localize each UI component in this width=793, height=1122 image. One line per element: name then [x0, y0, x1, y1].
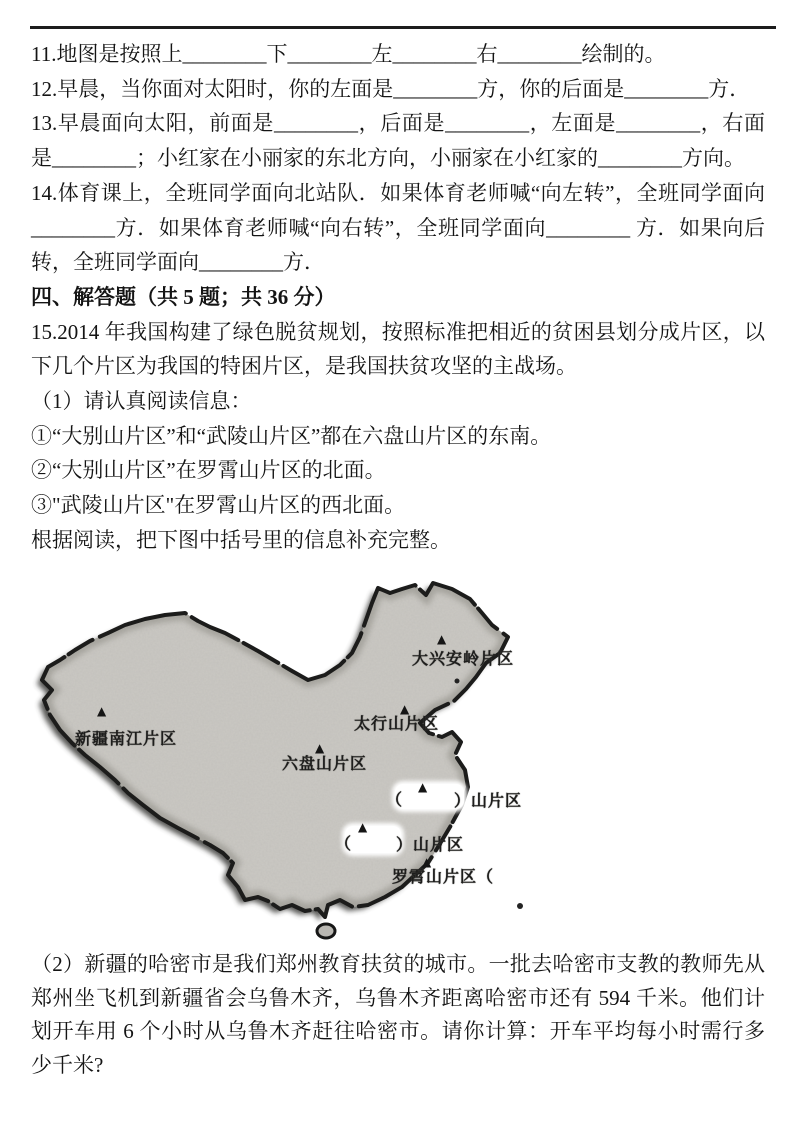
triangle-marker-icon: ▲ — [315, 741, 325, 755]
question-15-intro: 15.2014 年我国构建了绿色脱贫规划，按照标准把相近的贫困县划分成片区，以下几个片区为我国的特困片区，是我国扶贫攻坚的主战场。 — [31, 319, 765, 379]
triangle-marker-icon: ▲ — [418, 780, 428, 794]
question-block — [31, 37, 765, 558]
clue-3: ③"武陵山片区"在罗霄山片区的西北面。 — [31, 493, 406, 518]
section-4-heading: 四、解答题（共 5 题；共 36 分） — [31, 284, 336, 309]
triangle-marker-icon: ▲ — [358, 820, 368, 834]
map-label-luoxiao: 罗霄山片区（ — [392, 869, 495, 886]
scan-dot — [455, 679, 460, 684]
triangle-marker-icon: ▲ — [400, 702, 410, 716]
triangle-marker-icon: ▲ — [437, 632, 447, 646]
question-12: 12.早晨，当你面对太阳时，你的左面是________方，你的后面是________方． — [31, 76, 751, 101]
map-label-liupan: 六盘山片区 — [282, 756, 368, 773]
map-label-blank2-rest: ）山片区 — [396, 837, 465, 854]
triangle-marker-icon: ▲ — [422, 855, 432, 869]
map-label-blank2-open-paren: （ — [335, 836, 353, 853]
clue-1: ①“大别山片区”和“武陵山片区”都在六盘山片区的东南。 — [31, 423, 552, 448]
erased-name-patch-2 — [345, 826, 401, 853]
clue-2: ②“大别山片区”在罗霄山片区的北面。 — [31, 458, 386, 483]
question-15-part2 — [31, 948, 765, 1082]
page-top-rule — [30, 26, 776, 29]
map-instruction: 根据阅读，把下图中括号里的信息补充完整。 — [31, 527, 451, 552]
question-15-part1-label: （1）请认真阅读信息： — [31, 389, 252, 414]
scan-dot — [517, 903, 523, 909]
question-14: 14.体育课上，全班同学面向北站队．如果体育老师喊“向左转”，全班同学面向________方．如果体育老师喊“向右转”，全班同学面向________ 方．如果向后转，全班同学面向________方． — [31, 180, 765, 275]
triangle-marker-icon: ▲ — [97, 704, 107, 718]
map-label-xinjiang: 新疆南江片区 — [75, 731, 178, 748]
map-label-blank1-rest: ）山片区 — [454, 793, 523, 810]
china-map-figure — [30, 575, 575, 947]
map-label-taihang: 太行山片区 — [354, 716, 440, 733]
map-label-daxinganling: 大兴安岭片区 — [412, 651, 515, 668]
question-15-part2-text: （2）新疆的哈密市是我们郑州教育扶贫的城市。一批去哈密市支教的教师先从郑州坐飞机到新疆省会乌鲁木齐，乌鲁木齐距离哈密市还有 594 千米。他们计划开车用 6 个小时从乌鲁木齐赶往哈密市。请你计算：开车平均每小时需行多少千米? — [31, 952, 765, 1077]
map-label-blank1-open-paren: （ — [386, 792, 404, 809]
question-11: 11.地图是按照上________下________左________右________绘制的。 — [31, 42, 666, 66]
hainan-island — [317, 924, 335, 938]
question-13: 13.早晨面向太阳，前面是________，后面是________，左面是________，右面是________；小红家在小丽家的东北方向，小丽家在小红家的________方向。 — [31, 111, 765, 171]
